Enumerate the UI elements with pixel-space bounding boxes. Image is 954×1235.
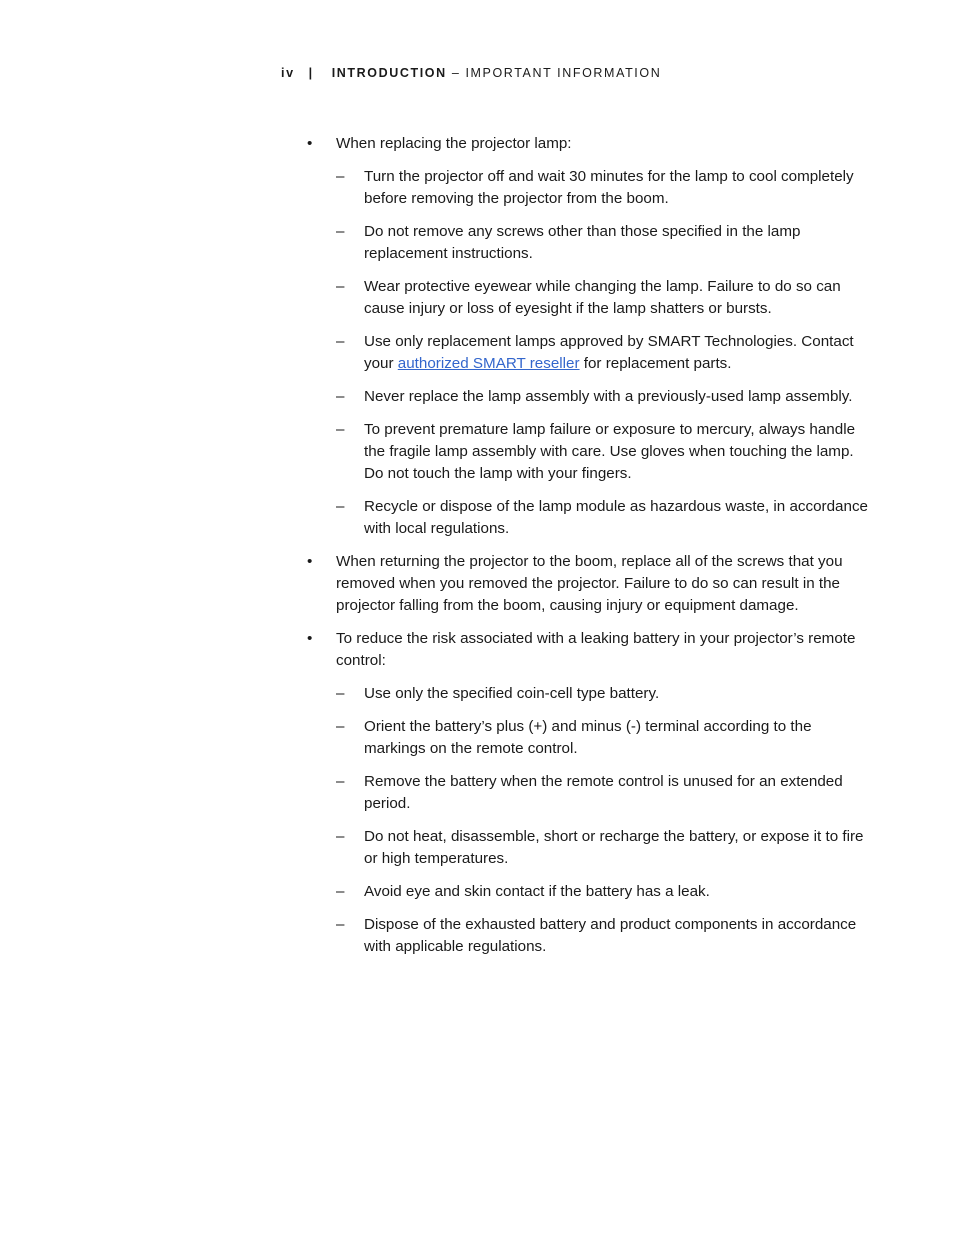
dash-marker: – xyxy=(336,828,345,845)
page-header xyxy=(281,66,661,80)
bullet-marker: • xyxy=(307,553,313,570)
page-number: iv xyxy=(281,66,295,80)
list-item-lamp xyxy=(307,133,872,540)
dash-marker: – xyxy=(336,498,345,515)
bullet-marker: • xyxy=(307,135,313,152)
lamp-intro: When replacing the projector lamp: xyxy=(336,135,572,152)
sub-list-item xyxy=(336,771,872,815)
sub-list-item xyxy=(336,166,872,210)
dash-marker: – xyxy=(336,883,345,900)
sub-item-text-after-link: for replacement parts. xyxy=(579,355,732,372)
header-separator: | xyxy=(308,66,314,80)
dash-marker: – xyxy=(336,168,345,185)
sub-item-text: To prevent premature lamp failure or exposure to mercury, always handle the fragile lamp assembly with care. Use gloves when touching the lamp. Do not touch the lamp with your fingers. xyxy=(364,421,856,482)
sub-list-item xyxy=(336,881,872,903)
section-title: INTRODUCTION xyxy=(331,66,447,80)
sub-list-item xyxy=(336,386,872,408)
safety-bullet-list xyxy=(307,133,872,958)
sub-item-text: Recycle or dispose of the lamp module as hazardous waste, in accordance with local regulations. xyxy=(364,498,868,537)
sub-item-text: Use only the specified coin-cell type battery. xyxy=(364,685,660,702)
sub-list-item xyxy=(336,221,872,265)
subsection-title: – IMPORTANT INFORMATION xyxy=(446,66,662,80)
list-item-returning xyxy=(307,551,872,617)
battery-sub-list xyxy=(336,683,872,958)
dash-marker: – xyxy=(336,333,345,350)
sub-item-text: Dispose of the exhausted battery and product components in accordance with applicable regulations. xyxy=(364,916,857,955)
dash-marker: – xyxy=(336,278,345,295)
document-body xyxy=(307,133,872,969)
sub-item-text: Orient the battery’s plus (+) and minus (-) terminal according to the markings on the remote control. xyxy=(364,718,812,757)
bullet-marker: • xyxy=(307,630,313,647)
sub-item-text: Wear protective eyewear while changing the lamp. Failure to do so can cause injury or loss of eyesight if the lamp shatters or bursts. xyxy=(364,278,841,317)
sub-item-text: Do not remove any screws other than those specified in the lamp replacement instructions. xyxy=(364,223,801,262)
dash-marker: – xyxy=(336,223,345,240)
sub-item-text: Do not heat, disassemble, short or recharge the battery, or expose it to fire or high temperatures. xyxy=(364,828,864,867)
dash-marker: – xyxy=(336,718,345,735)
dash-marker: – xyxy=(336,916,345,933)
list-item-battery xyxy=(307,628,872,958)
dash-marker: – xyxy=(336,421,345,438)
dash-marker: – xyxy=(336,685,345,702)
sub-list-item xyxy=(336,683,872,705)
sub-list-item xyxy=(336,496,872,540)
sub-list-item xyxy=(336,331,872,375)
sub-item-text: Remove the battery when the remote control is unused for an extended period. xyxy=(364,773,843,812)
sub-list-item xyxy=(336,716,872,760)
sub-list-item xyxy=(336,826,872,870)
sub-list-item xyxy=(336,419,872,485)
sub-item-text: Never replace the lamp assembly with a previously-used lamp assembly. xyxy=(364,388,853,405)
lamp-sub-list xyxy=(336,166,872,540)
returning-text: When returning the projector to the boom, replace all of the screws that you removed when you removed the projector. Failure to do so can result in the projector falling from the boom, causing injury or equipment damage. xyxy=(336,553,843,614)
battery-intro: To reduce the risk associated with a leaking battery in your projector’s remote control: xyxy=(336,630,856,669)
sub-item-text: Turn the projector off and wait 30 minutes for the lamp to cool completely before removing the projector from the boom. xyxy=(364,168,854,207)
sub-item-text-before-link: Use only replacement lamps approved by SMART Technologies. Contact your xyxy=(364,333,854,372)
sub-list-item xyxy=(336,914,872,958)
authorized-reseller-link[interactable]: authorized SMART reseller xyxy=(397,355,580,372)
dash-marker: – xyxy=(336,388,345,405)
sub-item-text: Avoid eye and skin contact if the battery has a leak. xyxy=(364,883,710,900)
dash-marker: – xyxy=(336,773,345,790)
sub-list-item xyxy=(336,276,872,320)
